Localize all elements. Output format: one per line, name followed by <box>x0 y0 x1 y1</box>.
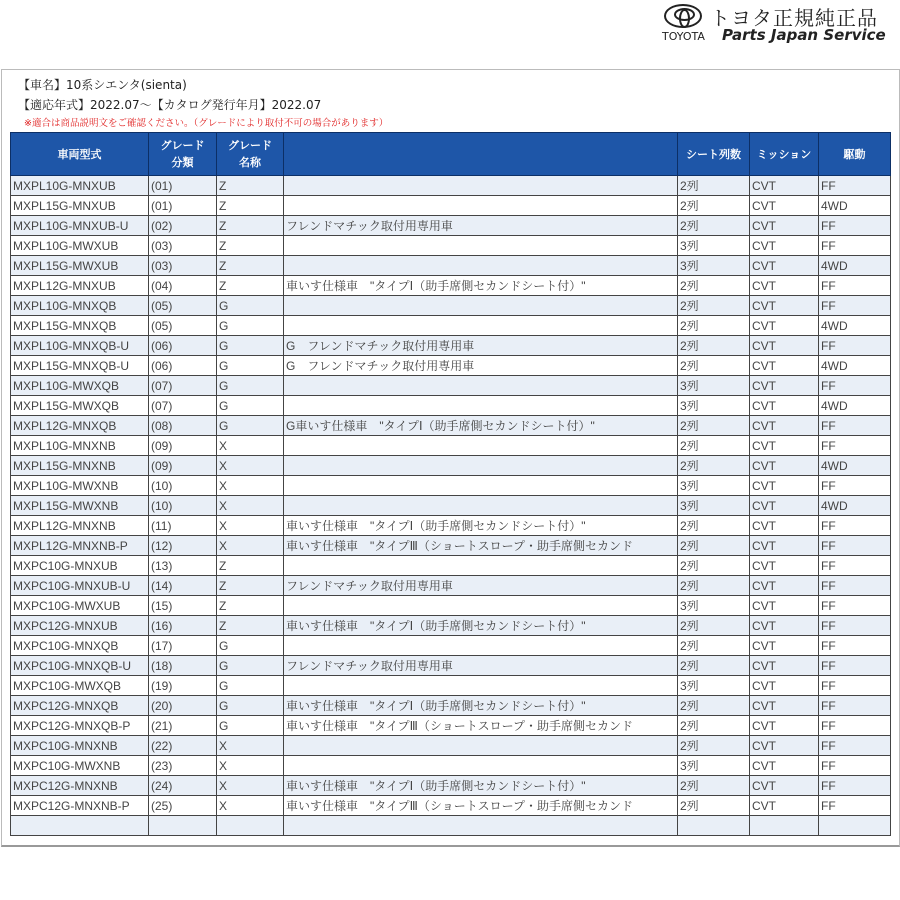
cell-transmission: CVT <box>750 176 819 196</box>
toyota-logo <box>662 2 892 46</box>
cell-drive: FF <box>819 696 891 716</box>
table-row <box>11 596 891 616</box>
table-row <box>11 656 891 676</box>
cell-seat-rows: 3列 <box>678 676 750 696</box>
cell-drive: FF <box>819 716 891 736</box>
cell-grade-class: (12) <box>149 536 217 556</box>
cell-remarks <box>284 816 678 836</box>
cell-grade-class: (24) <box>149 776 217 796</box>
cell-remarks: フレンドマチック取付用専用車 <box>284 576 678 596</box>
cell-seat-rows: 3列 <box>678 476 750 496</box>
cell-remarks: 車いす仕様車 "タイプⅠ（助手席側セカンドシート付）" <box>284 696 678 716</box>
cell-model-code: MXPL15G-MWXNB <box>11 496 149 516</box>
cell-seat-rows: 2列 <box>678 416 750 436</box>
cell-grade-class <box>149 816 217 836</box>
cell-remarks: フレンドマチック取付用専用車 <box>284 656 678 676</box>
cell-transmission: CVT <box>750 696 819 716</box>
cell-remarks <box>284 636 678 656</box>
cell-grade-name: X <box>217 496 284 516</box>
cell-transmission: CVT <box>750 636 819 656</box>
cell-model-code: MXPL15G-MNXQB <box>11 316 149 336</box>
table-row <box>11 176 891 196</box>
table-row <box>11 816 891 836</box>
table-row <box>11 556 891 576</box>
cell-grade-name: Z <box>217 616 284 636</box>
cell-transmission: CVT <box>750 796 819 816</box>
cell-grade-name: G <box>217 336 284 356</box>
cell-remarks: 車いす仕様車 "タイプⅠ（助手席側セカンドシート付）" <box>284 276 678 296</box>
cell-transmission: CVT <box>750 476 819 496</box>
cell-drive: FF <box>819 756 891 776</box>
logo-toyota-text: TOYOTA <box>662 30 705 43</box>
cell-grade-class: (13) <box>149 556 217 576</box>
cell-seat-rows: 2列 <box>678 716 750 736</box>
table-row <box>11 796 891 816</box>
cell-drive: FF <box>819 216 891 236</box>
cell-seat-rows: 2列 <box>678 776 750 796</box>
table-row <box>11 716 891 736</box>
table-row <box>11 256 891 276</box>
table-row <box>11 676 891 696</box>
cell-grade-class: (01) <box>149 176 217 196</box>
cell-remarks <box>284 316 678 336</box>
cell-remarks <box>284 476 678 496</box>
cell-grade-class: (19) <box>149 676 217 696</box>
cell-model-code: MXPC10G-MWXUB <box>11 596 149 616</box>
cell-model-code: MXPC10G-MNXUB <box>11 556 149 576</box>
cell-grade-name: X <box>217 456 284 476</box>
cell-seat-rows: 2列 <box>678 336 750 356</box>
cell-seat-rows: 3列 <box>678 236 750 256</box>
table-row <box>11 696 891 716</box>
cell-drive: FF <box>819 516 891 536</box>
cell-transmission: CVT <box>750 676 819 696</box>
cell-drive: 4WD <box>819 316 891 336</box>
cell-grade-name: X <box>217 516 284 536</box>
cell-drive: FF <box>819 376 891 396</box>
cell-seat-rows: 2列 <box>678 196 750 216</box>
cell-transmission: CVT <box>750 236 819 256</box>
cell-model-code: MXPL15G-MWXQB <box>11 396 149 416</box>
cell-model-code: MXPC10G-MNXQB-U <box>11 656 149 676</box>
cell-grade-name: Z <box>217 236 284 256</box>
cell-transmission: CVT <box>750 596 819 616</box>
cell-grade-class: (06) <box>149 336 217 356</box>
cell-seat-rows: 2列 <box>678 356 750 376</box>
table-row <box>11 376 891 396</box>
cell-transmission: CVT <box>750 216 819 236</box>
cell-transmission: CVT <box>750 456 819 476</box>
cell-seat-rows: 2列 <box>678 616 750 636</box>
cell-seat-rows: 2列 <box>678 176 750 196</box>
cell-grade-name: Z <box>217 276 284 296</box>
cell-grade-name: X <box>217 436 284 456</box>
table-row <box>11 336 891 356</box>
cell-grade-class: (14) <box>149 576 217 596</box>
cell-remarks <box>284 736 678 756</box>
cell-remarks: 車いす仕様車 "タイプⅢ（ショートスロープ・助手席側セカンド <box>284 716 678 736</box>
table-row <box>11 756 891 776</box>
table-row <box>11 236 891 256</box>
cell-drive: FF <box>819 436 891 456</box>
table-row <box>11 476 891 496</box>
cell-grade-class: (04) <box>149 276 217 296</box>
cell-grade-class: (09) <box>149 456 217 476</box>
cell-seat-rows: 2列 <box>678 296 750 316</box>
cell-transmission: CVT <box>750 516 819 536</box>
cell-grade-name: X <box>217 736 284 756</box>
table-row <box>11 776 891 796</box>
cell-remarks <box>284 556 678 576</box>
cell-seat-rows <box>678 816 750 836</box>
cell-seat-rows: 2列 <box>678 576 750 596</box>
cell-grade-name: X <box>217 476 284 496</box>
cell-model-code: MXPC12G-MNXNB <box>11 776 149 796</box>
cell-transmission: CVT <box>750 556 819 576</box>
fitment-table <box>10 132 891 836</box>
cell-transmission: CVT <box>750 196 819 216</box>
cell-grade-class: (18) <box>149 656 217 676</box>
cell-remarks: フレンドマチック取付用専用車 <box>284 216 678 236</box>
cell-remarks <box>284 376 678 396</box>
cell-grade-name: X <box>217 536 284 556</box>
cell-remarks <box>284 596 678 616</box>
cell-drive: FF <box>819 576 891 596</box>
cell-transmission: CVT <box>750 296 819 316</box>
cell-grade-class: (25) <box>149 796 217 816</box>
cell-grade-class: (10) <box>149 476 217 496</box>
cell-drive: 4WD <box>819 356 891 376</box>
cell-drive: 4WD <box>819 396 891 416</box>
cell-grade-class: (11) <box>149 516 217 536</box>
cell-model-code: MXPL10G-MNXQB <box>11 296 149 316</box>
cell-seat-rows: 2列 <box>678 736 750 756</box>
cell-remarks <box>284 296 678 316</box>
table-row <box>11 536 891 556</box>
cell-seat-rows: 3列 <box>678 376 750 396</box>
cell-transmission: CVT <box>750 776 819 796</box>
table-row <box>11 316 891 336</box>
cell-remarks: G フレンドマチック取付用専用車 <box>284 356 678 376</box>
cell-grade-class: (03) <box>149 256 217 276</box>
cell-model-code: MXPC12G-MNXQB <box>11 696 149 716</box>
cell-grade-class: (15) <box>149 596 217 616</box>
cell-seat-rows: 2列 <box>678 316 750 336</box>
model-years: 【適応年式】2022.07～【カタログ発行年月】2022.07 <box>18 98 322 112</box>
cell-grade-name: X <box>217 796 284 816</box>
toyota-emblem-icon <box>664 4 702 28</box>
cell-grade-class: (07) <box>149 376 217 396</box>
cell-grade-name: X <box>217 756 284 776</box>
cell-model-code: MXPL10G-MNXUB-U <box>11 216 149 236</box>
cell-transmission: CVT <box>750 436 819 456</box>
cell-grade-name: Z <box>217 216 284 236</box>
cell-model-code: MXPC10G-MNXUB-U <box>11 576 149 596</box>
cell-drive: FF <box>819 176 891 196</box>
cell-model-code: MXPC10G-MNXQB <box>11 636 149 656</box>
table-row <box>11 456 891 476</box>
cell-drive: FF <box>819 596 891 616</box>
table-row <box>11 496 891 516</box>
cell-remarks: 車いす仕様車 "タイプⅠ（助手席側セカンドシート付）" <box>284 776 678 796</box>
cell-drive: 4WD <box>819 196 891 216</box>
cell-drive: 4WD <box>819 256 891 276</box>
cell-remarks <box>284 176 678 196</box>
cell-drive: FF <box>819 796 891 816</box>
cell-seat-rows: 2列 <box>678 796 750 816</box>
cell-model-code: MXPL10G-MNXUB <box>11 176 149 196</box>
cell-transmission: CVT <box>750 496 819 516</box>
cell-drive: FF <box>819 776 891 796</box>
cell-grade-name: G <box>217 356 284 376</box>
header-seat-rows: シート列数 <box>678 133 750 176</box>
cell-model-code: MXPC10G-MNXNB <box>11 736 149 756</box>
cell-drive: 4WD <box>819 496 891 516</box>
table-row <box>11 576 891 596</box>
cell-remarks <box>284 256 678 276</box>
cell-model-code: MXPC12G-MNXNB-P <box>11 796 149 816</box>
cell-grade-class: (01) <box>149 196 217 216</box>
cell-drive: FF <box>819 236 891 256</box>
cell-grade-class: (23) <box>149 756 217 776</box>
cell-model-code: MXPL12G-MNXUB <box>11 276 149 296</box>
cell-model-code: MXPL15G-MNXQB-U <box>11 356 149 376</box>
cell-drive: FF <box>819 336 891 356</box>
cell-remarks: 車いす仕様車 "タイプⅠ（助手席側セカンドシート付）" <box>284 616 678 636</box>
header-drive: 駆動 <box>819 133 891 176</box>
table-row <box>11 296 891 316</box>
cell-seat-rows: 2列 <box>678 536 750 556</box>
cell-seat-rows: 3列 <box>678 756 750 776</box>
cell-seat-rows: 3列 <box>678 596 750 616</box>
cell-grade-name: G <box>217 316 284 336</box>
header-grade-class: グレード 分類 <box>149 133 217 176</box>
cell-model-code: MXPC10G-MWXQB <box>11 676 149 696</box>
cell-model-code: MXPL10G-MNXQB-U <box>11 336 149 356</box>
header-remarks <box>284 133 678 176</box>
cell-seat-rows: 2列 <box>678 216 750 236</box>
cell-grade-name: Z <box>217 196 284 216</box>
table-row <box>11 736 891 756</box>
cell-remarks: 車いす仕様車 "タイプⅠ（助手席側セカンドシート付）" <box>284 516 678 536</box>
cell-model-code: MXPL10G-MWXQB <box>11 376 149 396</box>
cell-remarks <box>284 756 678 776</box>
cell-model-code: MXPL15G-MWXUB <box>11 256 149 276</box>
car-name: 【車名】10系シエンタ(sienta) <box>18 78 187 92</box>
cell-remarks <box>284 456 678 476</box>
cell-model-code <box>11 816 149 836</box>
cell-remarks <box>284 196 678 216</box>
cell-seat-rows: 3列 <box>678 396 750 416</box>
cell-seat-rows: 2列 <box>678 516 750 536</box>
cell-model-code: MXPL10G-MNXNB <box>11 436 149 456</box>
cell-transmission: CVT <box>750 756 819 776</box>
cell-grade-class: (05) <box>149 296 217 316</box>
cell-grade-name: G <box>217 636 284 656</box>
cell-grade-name: G <box>217 696 284 716</box>
cell-grade-class: (17) <box>149 636 217 656</box>
cell-model-code: MXPL12G-MNXQB <box>11 416 149 436</box>
cell-drive: FF <box>819 416 891 436</box>
cell-remarks: G車いす仕様車 "タイプⅠ（助手席側セカンドシート付）" <box>284 416 678 436</box>
cell-seat-rows: 2列 <box>678 636 750 656</box>
cell-grade-class: (16) <box>149 616 217 636</box>
cell-grade-class: (07) <box>149 396 217 416</box>
cell-drive: FF <box>819 736 891 756</box>
cell-drive: FF <box>819 616 891 636</box>
table-row <box>11 636 891 656</box>
cell-grade-class: (22) <box>149 736 217 756</box>
cell-drive: FF <box>819 476 891 496</box>
cell-grade-name: G <box>217 296 284 316</box>
cell-transmission: CVT <box>750 736 819 756</box>
cell-grade-name <box>217 816 284 836</box>
cell-transmission: CVT <box>750 716 819 736</box>
cell-seat-rows: 2列 <box>678 656 750 676</box>
cell-model-code: MXPL15G-MNXNB <box>11 456 149 476</box>
cell-transmission: CVT <box>750 276 819 296</box>
cell-seat-rows: 2列 <box>678 276 750 296</box>
cell-remarks: 車いす仕様車 "タイプⅢ（ショートスロープ・助手席側セカンド <box>284 536 678 556</box>
table-row <box>11 216 891 236</box>
cell-transmission: CVT <box>750 316 819 336</box>
cell-grade-name: G <box>217 716 284 736</box>
cell-grade-name: G <box>217 396 284 416</box>
cell-transmission: CVT <box>750 256 819 276</box>
cell-model-code: MXPL10G-MWXUB <box>11 236 149 256</box>
table-row <box>11 516 891 536</box>
cell-remarks <box>284 436 678 456</box>
cell-grade-class: (09) <box>149 436 217 456</box>
cell-transmission: CVT <box>750 416 819 436</box>
table-row <box>11 436 891 456</box>
cell-grade-class: (21) <box>149 716 217 736</box>
cell-drive: FF <box>819 656 891 676</box>
cell-grade-name: G <box>217 676 284 696</box>
fitment-note: ※適合は商品説明文をご確認ください。（グレードにより取付不可の場合があります） <box>24 118 389 129</box>
cell-grade-class: (10) <box>149 496 217 516</box>
cell-grade-class: (08) <box>149 416 217 436</box>
cell-model-code: MXPL10G-MWXNB <box>11 476 149 496</box>
cell-grade-name: G <box>217 656 284 676</box>
cell-remarks: 車いす仕様車 "タイプⅢ（ショートスロープ・助手席側セカンド <box>284 796 678 816</box>
cell-grade-class: (20) <box>149 696 217 716</box>
table-row <box>11 616 891 636</box>
logo-service-text: Parts Japan Service <box>722 26 886 44</box>
table-row <box>11 276 891 296</box>
cell-seat-rows: 2列 <box>678 436 750 456</box>
cell-remarks <box>284 496 678 516</box>
cell-grade-class: (03) <box>149 236 217 256</box>
cell-remarks <box>284 236 678 256</box>
cell-grade-name: G <box>217 376 284 396</box>
table-row <box>11 356 891 376</box>
header-transmission: ミッション <box>750 133 819 176</box>
cell-transmission: CVT <box>750 376 819 396</box>
cell-transmission: CVT <box>750 396 819 416</box>
cell-transmission: CVT <box>750 616 819 636</box>
cell-grade-class: (02) <box>149 216 217 236</box>
cell-remarks: G フレンドマチック取付用専用車 <box>284 336 678 356</box>
cell-model-code: MXPL12G-MNXNB <box>11 516 149 536</box>
cell-seat-rows: 2列 <box>678 556 750 576</box>
cell-drive: FF <box>819 556 891 576</box>
cell-remarks <box>284 676 678 696</box>
cell-seat-rows: 3列 <box>678 256 750 276</box>
cell-seat-rows: 3列 <box>678 496 750 516</box>
table-row <box>11 396 891 416</box>
table-row <box>11 196 891 216</box>
cell-drive: FF <box>819 636 891 656</box>
cell-model-code: MXPL12G-MNXNB-P <box>11 536 149 556</box>
cell-transmission: CVT <box>750 336 819 356</box>
cell-drive: 4WD <box>819 456 891 476</box>
cell-drive: FF <box>819 276 891 296</box>
header-grade-name: グレード 名称 <box>217 133 284 176</box>
cell-transmission: CVT <box>750 536 819 556</box>
cell-seat-rows: 2列 <box>678 456 750 476</box>
cell-drive: FF <box>819 296 891 316</box>
cell-remarks <box>284 396 678 416</box>
cell-grade-name: Z <box>217 556 284 576</box>
logo-japanese-text: トヨタ正規純正品 <box>710 6 878 30</box>
cell-model-code: MXPC12G-MNXQB-P <box>11 716 149 736</box>
cell-transmission: CVT <box>750 656 819 676</box>
cell-drive <box>819 816 891 836</box>
cell-grade-class: (06) <box>149 356 217 376</box>
cell-transmission: CVT <box>750 576 819 596</box>
cell-model-code: MXPC10G-MWXNB <box>11 756 149 776</box>
cell-transmission <box>750 816 819 836</box>
cell-grade-name: G <box>217 416 284 436</box>
header-model-code: 車両型式 <box>11 133 149 176</box>
cell-grade-name: Z <box>217 596 284 616</box>
cell-model-code: MXPC12G-MNXUB <box>11 616 149 636</box>
cell-transmission: CVT <box>750 356 819 376</box>
cell-grade-name: Z <box>217 256 284 276</box>
table-row <box>11 416 891 436</box>
cell-seat-rows: 2列 <box>678 696 750 716</box>
cell-grade-name: Z <box>217 576 284 596</box>
cell-grade-name: Z <box>217 176 284 196</box>
cell-drive: FF <box>819 536 891 556</box>
cell-model-code: MXPL15G-MNXUB <box>11 196 149 216</box>
cell-drive: FF <box>819 676 891 696</box>
cell-grade-class: (05) <box>149 316 217 336</box>
cell-grade-name: X <box>217 776 284 796</box>
